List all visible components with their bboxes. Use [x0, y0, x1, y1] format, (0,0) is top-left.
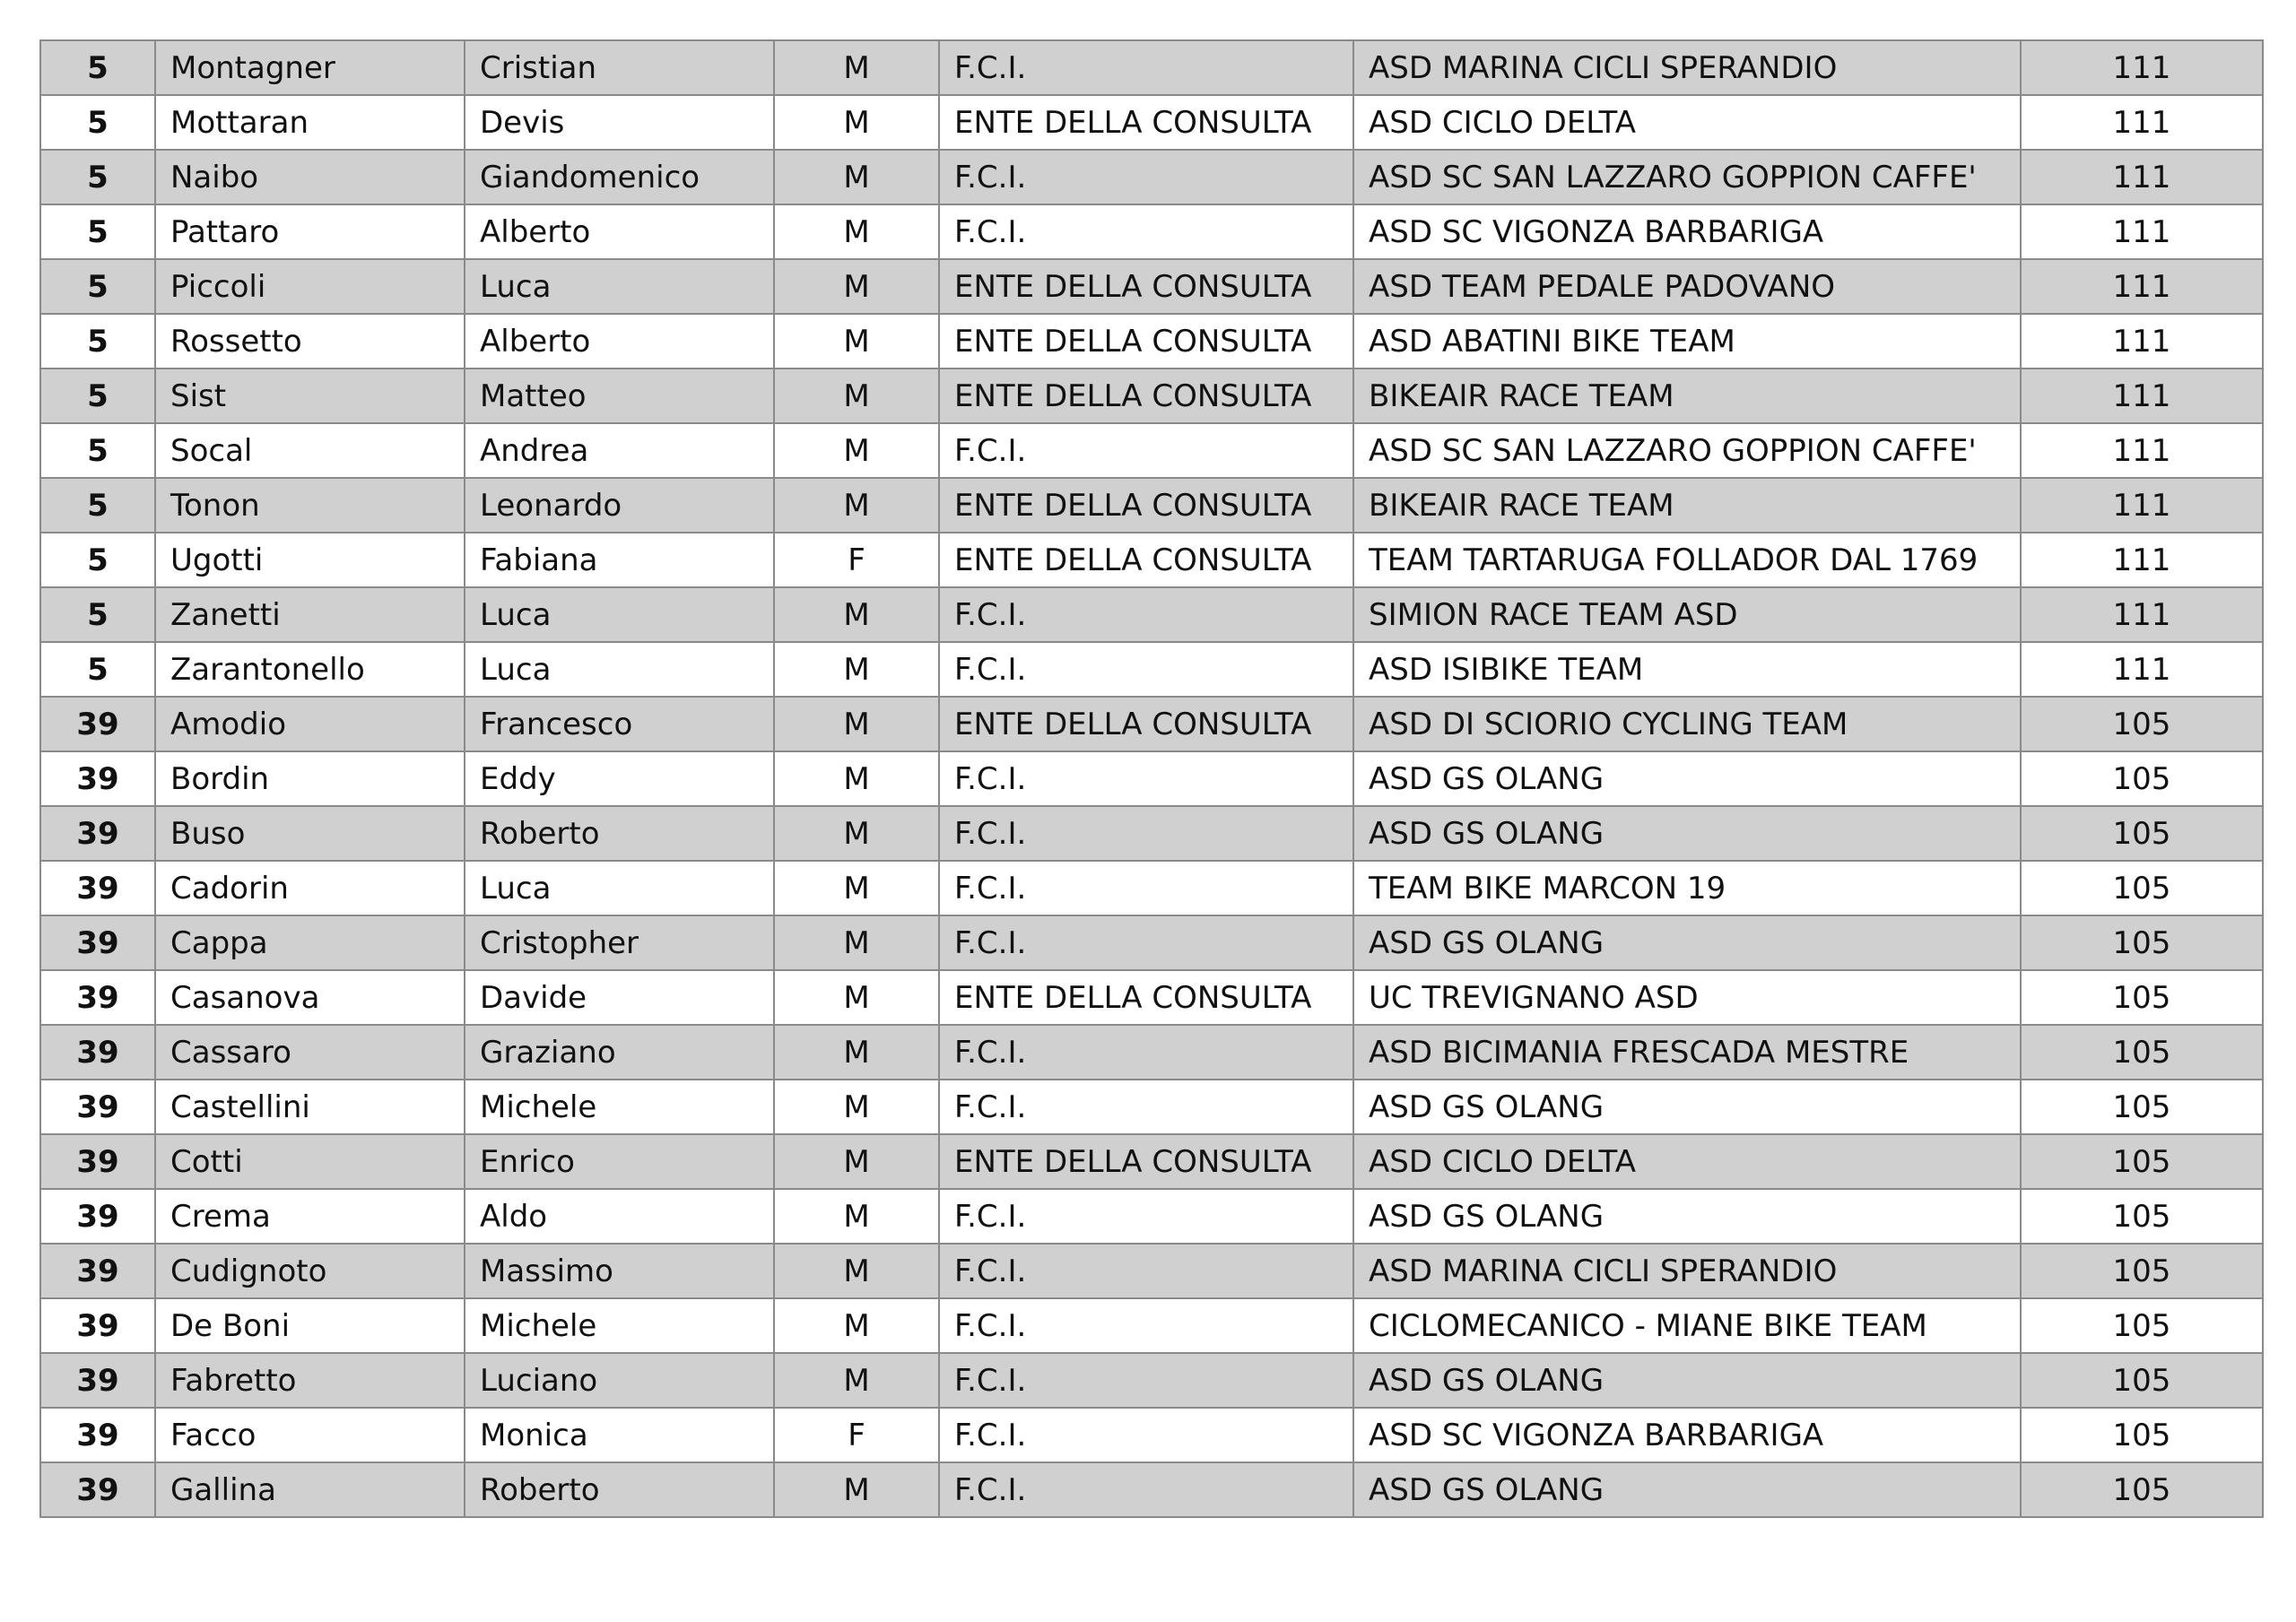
first-name-cell: Luca — [465, 587, 774, 642]
points-cell: 105 — [2021, 1298, 2263, 1353]
position-cell: 5 — [40, 40, 155, 95]
sex-cell: M — [774, 369, 939, 423]
points-cell: 111 — [2021, 642, 2263, 697]
points-cell: 111 — [2021, 259, 2263, 314]
sex-cell: M — [774, 915, 939, 970]
table-row — [40, 369, 2263, 423]
points-cell: 111 — [2021, 423, 2263, 478]
surname-cell: De Boni — [155, 1298, 465, 1353]
first-name-cell: Andrea — [465, 423, 774, 478]
table-row — [40, 1298, 2263, 1353]
position-cell: 39 — [40, 1025, 155, 1080]
team-cell: ASD ABATINI BIKE TEAM — [1353, 314, 2021, 369]
position-cell: 39 — [40, 1462, 155, 1517]
first-name-cell: Enrico — [465, 1134, 774, 1189]
surname-cell: Cudignoto — [155, 1244, 465, 1298]
federation-cell: ENTE DELLA CONSULTA — [939, 697, 1353, 751]
surname-cell: Tonon — [155, 478, 465, 533]
table-row — [40, 478, 2263, 533]
position-cell: 39 — [40, 751, 155, 806]
table-row — [40, 1244, 2263, 1298]
surname-cell: Zarantonello — [155, 642, 465, 697]
table-row — [40, 1080, 2263, 1134]
first-name-cell: Cristian — [465, 40, 774, 95]
team-cell: ASD BICIMANIA FRESCADA MESTRE — [1353, 1025, 2021, 1080]
sex-cell: M — [774, 1134, 939, 1189]
sex-cell: M — [774, 751, 939, 806]
team-cell: ASD SC SAN LAZZARO GOPPION CAFFE' — [1353, 423, 2021, 478]
position-cell: 5 — [40, 478, 155, 533]
table-row — [40, 751, 2263, 806]
points-cell: 111 — [2021, 314, 2263, 369]
points-cell: 105 — [2021, 1189, 2263, 1244]
surname-cell: Cotti — [155, 1134, 465, 1189]
table-row — [40, 1408, 2263, 1462]
sex-cell: M — [774, 1025, 939, 1080]
position-cell: 39 — [40, 861, 155, 915]
team-cell: UC TREVIGNANO ASD — [1353, 970, 2021, 1025]
points-cell: 105 — [2021, 806, 2263, 861]
position-cell: 5 — [40, 259, 155, 314]
team-cell: BIKEAIR RACE TEAM — [1353, 369, 2021, 423]
position-cell: 5 — [40, 314, 155, 369]
first-name-cell: Luca — [465, 861, 774, 915]
points-cell: 105 — [2021, 1080, 2263, 1134]
federation-cell: ENTE DELLA CONSULTA — [939, 533, 1353, 587]
first-name-cell: Matteo — [465, 369, 774, 423]
team-cell: ASD MARINA CICLI SPERANDIO — [1353, 1244, 2021, 1298]
surname-cell: Socal — [155, 423, 465, 478]
team-cell: SIMION RACE TEAM ASD — [1353, 587, 2021, 642]
position-cell: 5 — [40, 423, 155, 478]
position-cell: 39 — [40, 1134, 155, 1189]
position-cell: 39 — [40, 1080, 155, 1134]
position-cell: 39 — [40, 1189, 155, 1244]
team-cell: TEAM TARTARUGA FOLLADOR DAL 1769 — [1353, 533, 2021, 587]
table-row — [40, 587, 2263, 642]
table-row — [40, 533, 2263, 587]
sex-cell: M — [774, 587, 939, 642]
points-cell: 111 — [2021, 204, 2263, 259]
federation-cell: ENTE DELLA CONSULTA — [939, 95, 1353, 150]
sex-cell: M — [774, 970, 939, 1025]
team-cell: ASD ISIBIKE TEAM — [1353, 642, 2021, 697]
position-cell: 39 — [40, 1353, 155, 1408]
team-cell: ASD GS OLANG — [1353, 1462, 2021, 1517]
points-cell: 105 — [2021, 861, 2263, 915]
position-cell: 39 — [40, 970, 155, 1025]
position-cell: 5 — [40, 204, 155, 259]
sex-cell: M — [774, 314, 939, 369]
federation-cell: F.C.I. — [939, 204, 1353, 259]
team-cell: ASD GS OLANG — [1353, 1080, 2021, 1134]
position-cell: 39 — [40, 1244, 155, 1298]
team-cell: ASD SC VIGONZA BARBARIGA — [1353, 204, 2021, 259]
surname-cell: Gallina — [155, 1462, 465, 1517]
federation-cell: ENTE DELLA CONSULTA — [939, 478, 1353, 533]
sex-cell: M — [774, 697, 939, 751]
table-row — [40, 259, 2263, 314]
table-row — [40, 314, 2263, 369]
team-cell: ASD GS OLANG — [1353, 806, 2021, 861]
points-cell: 111 — [2021, 40, 2263, 95]
team-cell: CICLOMECANICO - MIANE BIKE TEAM — [1353, 1298, 2021, 1353]
ranking-table — [39, 39, 2264, 1518]
points-cell: 111 — [2021, 369, 2263, 423]
first-name-cell: Eddy — [465, 751, 774, 806]
table-row — [40, 423, 2263, 478]
surname-cell: Piccoli — [155, 259, 465, 314]
sex-cell: F — [774, 533, 939, 587]
sex-cell: F — [774, 1408, 939, 1462]
position-cell: 39 — [40, 1298, 155, 1353]
first-name-cell: Aldo — [465, 1189, 774, 1244]
team-cell: ASD TEAM PEDALE PADOVANO — [1353, 259, 2021, 314]
position-cell: 5 — [40, 150, 155, 204]
team-cell: ASD CICLO DELTA — [1353, 95, 2021, 150]
first-name-cell: Cristopher — [465, 915, 774, 970]
team-cell: TEAM BIKE MARCON 19 — [1353, 861, 2021, 915]
points-cell: 111 — [2021, 150, 2263, 204]
first-name-cell: Luca — [465, 259, 774, 314]
surname-cell: Casanova — [155, 970, 465, 1025]
team-cell: ASD CICLO DELTA — [1353, 1134, 2021, 1189]
federation-cell: F.C.I. — [939, 1408, 1353, 1462]
position-cell: 39 — [40, 1408, 155, 1462]
team-cell: ASD GS OLANG — [1353, 1353, 2021, 1408]
surname-cell: Montagner — [155, 40, 465, 95]
surname-cell: Zanetti — [155, 587, 465, 642]
sex-cell: M — [774, 1244, 939, 1298]
surname-cell: Amodio — [155, 697, 465, 751]
team-cell: ASD DI SCIORIO CYCLING TEAM — [1353, 697, 2021, 751]
table-row — [40, 1462, 2263, 1517]
surname-cell: Ugotti — [155, 533, 465, 587]
federation-cell: F.C.I. — [939, 1462, 1353, 1517]
table-row — [40, 150, 2263, 204]
table-row — [40, 806, 2263, 861]
first-name-cell: Roberto — [465, 806, 774, 861]
surname-cell: Sist — [155, 369, 465, 423]
sex-cell: M — [774, 1353, 939, 1408]
first-name-cell: Monica — [465, 1408, 774, 1462]
team-cell: ASD GS OLANG — [1353, 751, 2021, 806]
surname-cell: Cadorin — [155, 861, 465, 915]
position-cell: 39 — [40, 915, 155, 970]
federation-cell: F.C.I. — [939, 1244, 1353, 1298]
first-name-cell: Luciano — [465, 1353, 774, 1408]
table-row — [40, 1189, 2263, 1244]
sex-cell: M — [774, 423, 939, 478]
federation-cell: F.C.I. — [939, 587, 1353, 642]
federation-cell: F.C.I. — [939, 642, 1353, 697]
team-cell: ASD MARINA CICLI SPERANDIO — [1353, 40, 2021, 95]
federation-cell: F.C.I. — [939, 1025, 1353, 1080]
first-name-cell: Luca — [465, 642, 774, 697]
table-row — [40, 1134, 2263, 1189]
team-cell: ASD GS OLANG — [1353, 915, 2021, 970]
sex-cell: M — [774, 642, 939, 697]
surname-cell: Cassaro — [155, 1025, 465, 1080]
sex-cell: M — [774, 478, 939, 533]
points-cell: 105 — [2021, 1025, 2263, 1080]
surname-cell: Naibo — [155, 150, 465, 204]
points-cell: 111 — [2021, 95, 2263, 150]
surname-cell: Buso — [155, 806, 465, 861]
points-cell: 105 — [2021, 1134, 2263, 1189]
team-cell: BIKEAIR RACE TEAM — [1353, 478, 2021, 533]
points-cell: 111 — [2021, 587, 2263, 642]
sex-cell: M — [774, 806, 939, 861]
points-cell: 105 — [2021, 697, 2263, 751]
sex-cell: M — [774, 40, 939, 95]
table-row — [40, 1025, 2263, 1080]
federation-cell: F.C.I. — [939, 1189, 1353, 1244]
sex-cell: M — [774, 1298, 939, 1353]
table-row — [40, 970, 2263, 1025]
points-cell: 105 — [2021, 751, 2263, 806]
surname-cell: Facco — [155, 1408, 465, 1462]
table-row — [40, 40, 2263, 95]
position-cell: 5 — [40, 369, 155, 423]
first-name-cell: Fabiana — [465, 533, 774, 587]
surname-cell: Castellini — [155, 1080, 465, 1134]
table-row — [40, 915, 2263, 970]
first-name-cell: Graziano — [465, 1025, 774, 1080]
surname-cell: Cappa — [155, 915, 465, 970]
table-row — [40, 642, 2263, 697]
ranking-table-body — [40, 40, 2263, 1517]
position-cell: 5 — [40, 95, 155, 150]
position-cell: 5 — [40, 642, 155, 697]
first-name-cell: Francesco — [465, 697, 774, 751]
position-cell: 5 — [40, 587, 155, 642]
points-cell: 105 — [2021, 1408, 2263, 1462]
first-name-cell: Leonardo — [465, 478, 774, 533]
first-name-cell: Giandomenico — [465, 150, 774, 204]
first-name-cell: Alberto — [465, 314, 774, 369]
team-cell: ASD SC SAN LAZZARO GOPPION CAFFE' — [1353, 150, 2021, 204]
federation-cell: ENTE DELLA CONSULTA — [939, 1134, 1353, 1189]
first-name-cell: Michele — [465, 1298, 774, 1353]
federation-cell: ENTE DELLA CONSULTA — [939, 369, 1353, 423]
surname-cell: Crema — [155, 1189, 465, 1244]
surname-cell: Rossetto — [155, 314, 465, 369]
surname-cell: Bordin — [155, 751, 465, 806]
table-row — [40, 861, 2263, 915]
sex-cell: M — [774, 95, 939, 150]
table-row — [40, 1353, 2263, 1408]
first-name-cell: Davide — [465, 970, 774, 1025]
position-cell: 5 — [40, 533, 155, 587]
sex-cell: M — [774, 150, 939, 204]
team-cell: ASD SC VIGONZA BARBARIGA — [1353, 1408, 2021, 1462]
points-cell: 105 — [2021, 970, 2263, 1025]
federation-cell: ENTE DELLA CONSULTA — [939, 970, 1353, 1025]
surname-cell: Fabretto — [155, 1353, 465, 1408]
federation-cell: F.C.I. — [939, 1298, 1353, 1353]
table-row — [40, 697, 2263, 751]
surname-cell: Pattaro — [155, 204, 465, 259]
federation-cell: F.C.I. — [939, 150, 1353, 204]
sex-cell: M — [774, 204, 939, 259]
team-cell: ASD GS OLANG — [1353, 1189, 2021, 1244]
federation-cell: F.C.I. — [939, 423, 1353, 478]
table-row — [40, 204, 2263, 259]
federation-cell: F.C.I. — [939, 861, 1353, 915]
points-cell: 105 — [2021, 915, 2263, 970]
points-cell: 111 — [2021, 478, 2263, 533]
federation-cell: F.C.I. — [939, 40, 1353, 95]
first-name-cell: Devis — [465, 95, 774, 150]
sex-cell: M — [774, 1080, 939, 1134]
federation-cell: F.C.I. — [939, 806, 1353, 861]
points-cell: 111 — [2021, 533, 2263, 587]
first-name-cell: Roberto — [465, 1462, 774, 1517]
points-cell: 105 — [2021, 1244, 2263, 1298]
first-name-cell: Alberto — [465, 204, 774, 259]
points-cell: 105 — [2021, 1353, 2263, 1408]
federation-cell: F.C.I. — [939, 915, 1353, 970]
points-cell: 105 — [2021, 1462, 2263, 1517]
federation-cell: ENTE DELLA CONSULTA — [939, 314, 1353, 369]
federation-cell: F.C.I. — [939, 1353, 1353, 1408]
sex-cell: M — [774, 1462, 939, 1517]
sex-cell: M — [774, 861, 939, 915]
sex-cell: M — [774, 259, 939, 314]
position-cell: 39 — [40, 806, 155, 861]
sex-cell: M — [774, 1189, 939, 1244]
federation-cell: ENTE DELLA CONSULTA — [939, 259, 1353, 314]
first-name-cell: Michele — [465, 1080, 774, 1134]
federation-cell: F.C.I. — [939, 751, 1353, 806]
surname-cell: Mottaran — [155, 95, 465, 150]
federation-cell: F.C.I. — [939, 1080, 1353, 1134]
first-name-cell: Massimo — [465, 1244, 774, 1298]
table-row — [40, 95, 2263, 150]
position-cell: 39 — [40, 697, 155, 751]
